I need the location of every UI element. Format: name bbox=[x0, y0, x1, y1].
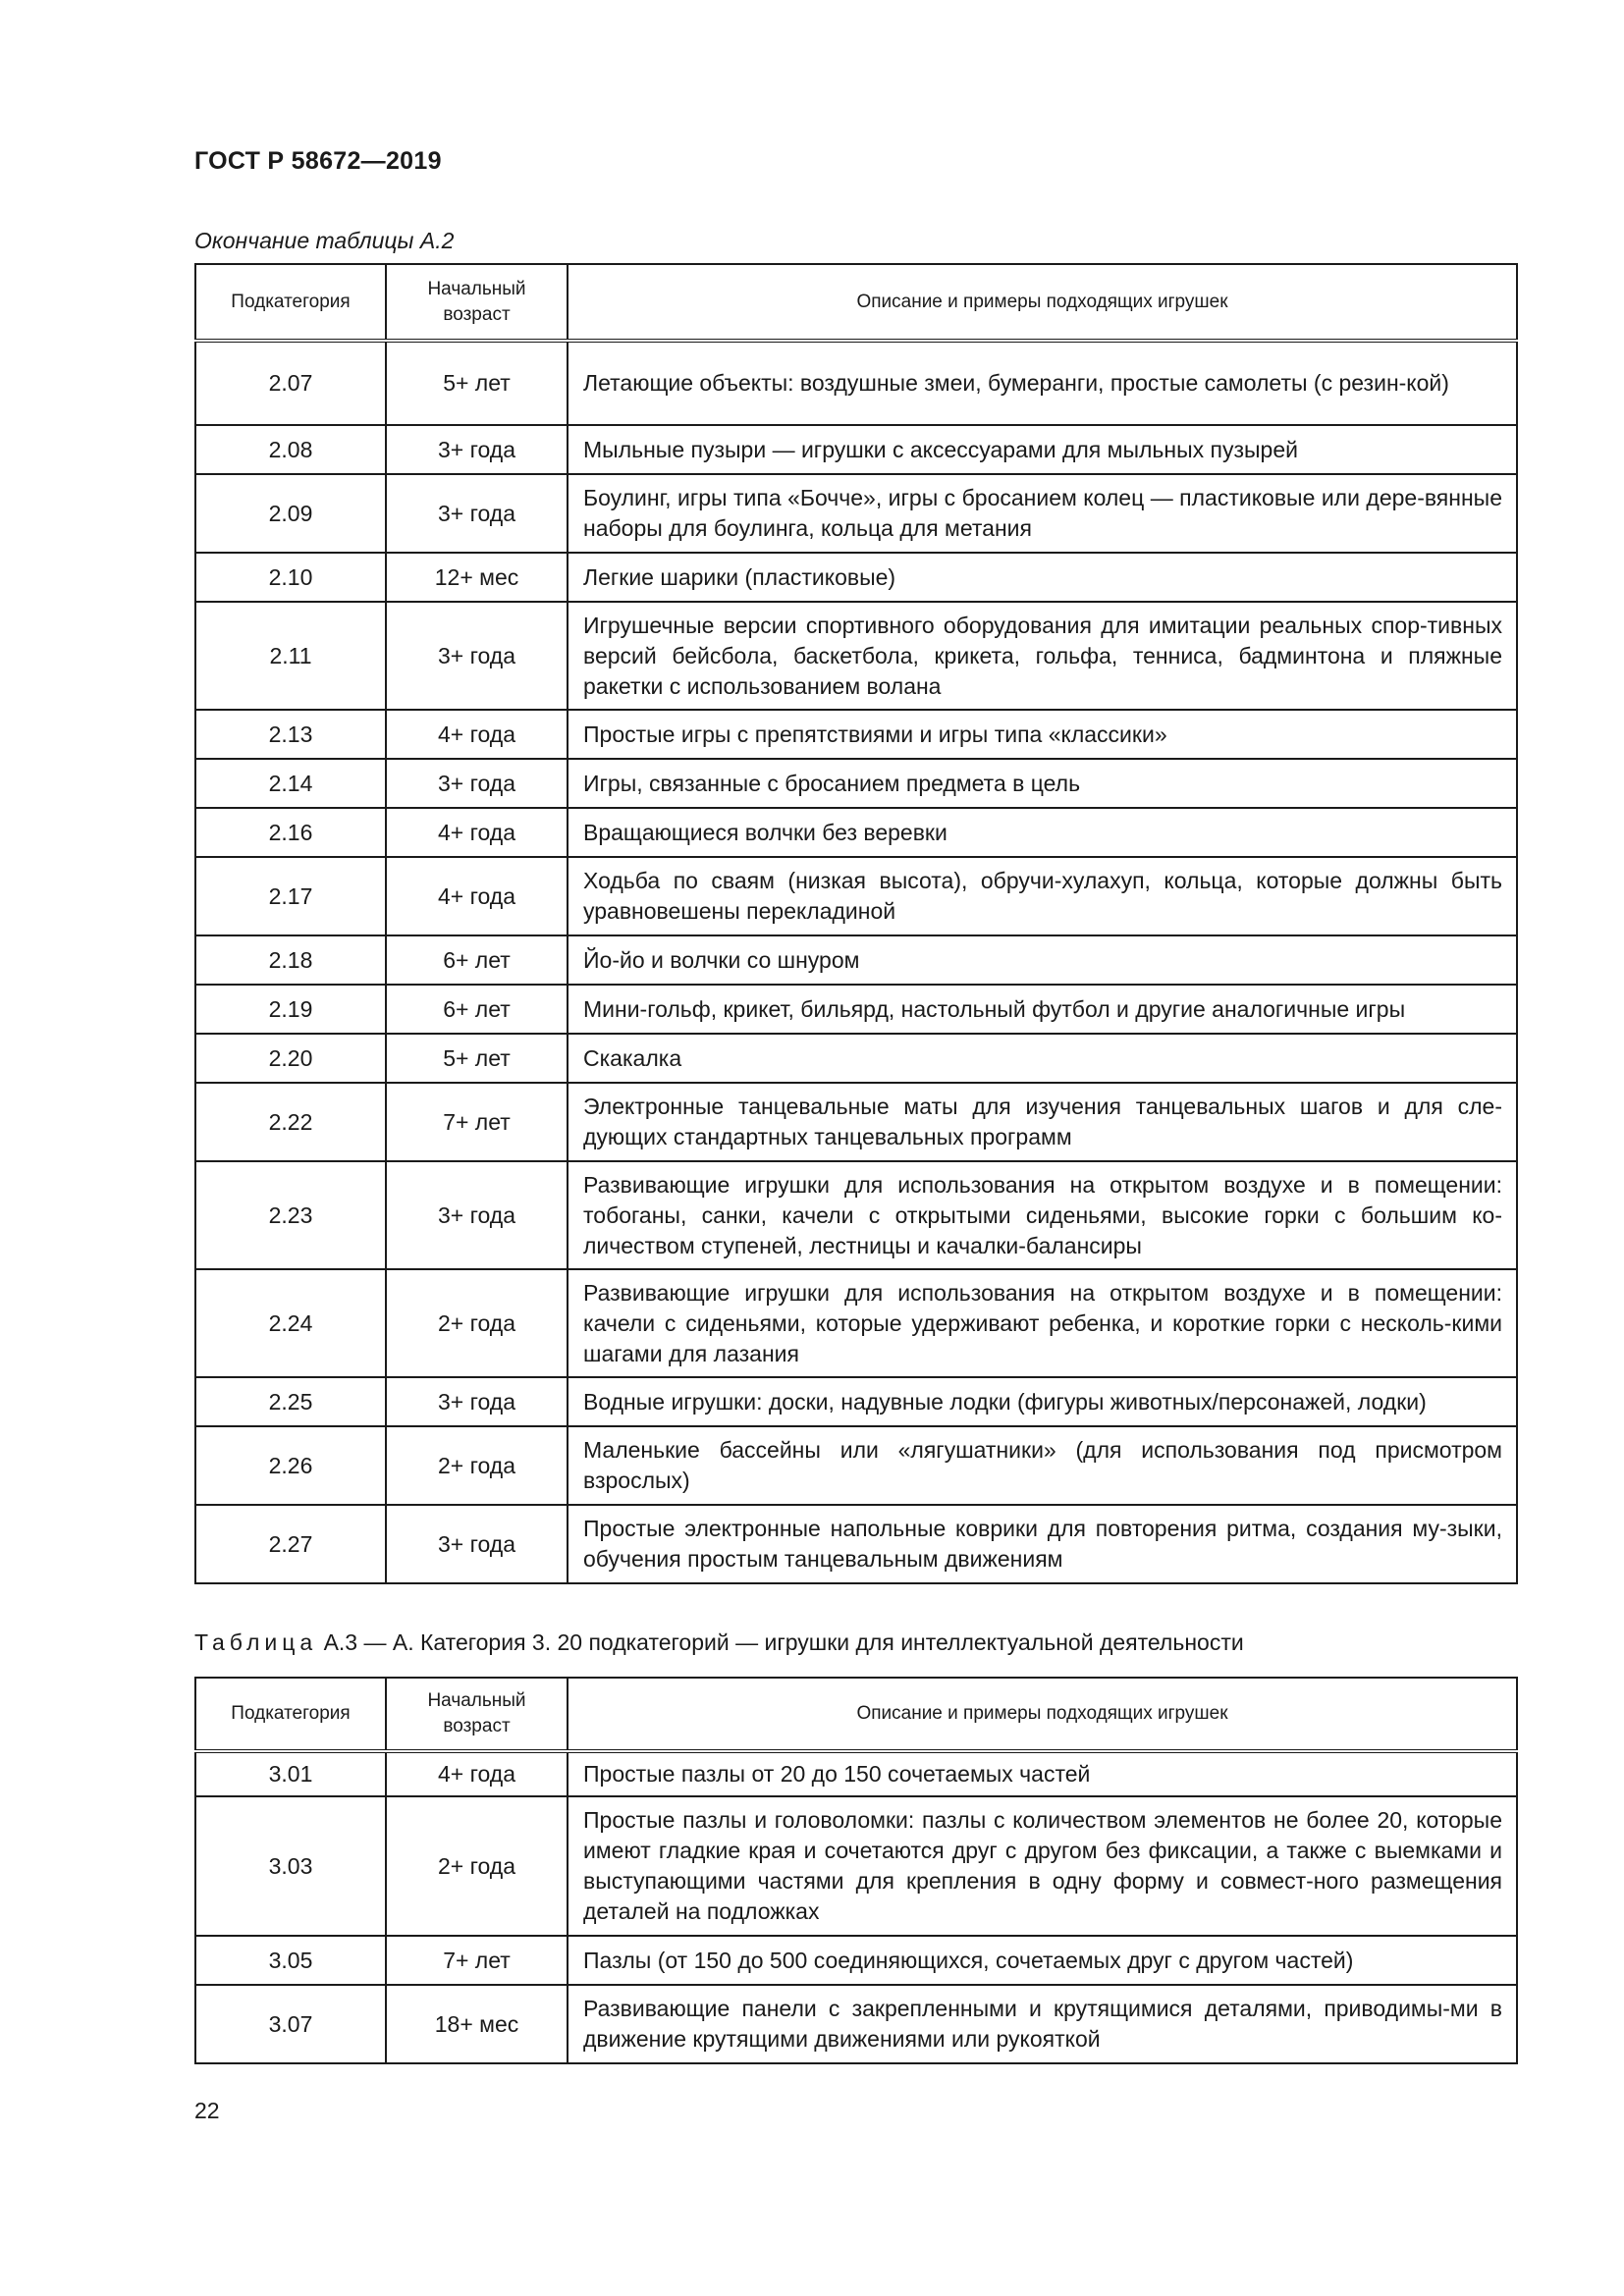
column-header-subcategory: Подкатегория bbox=[195, 264, 386, 341]
start-age: 3+ года bbox=[386, 1161, 568, 1269]
toy-description: Игры, связанные с бросанием предмета в цель bbox=[568, 759, 1517, 808]
table-a3 bbox=[194, 1677, 1518, 2064]
table-a2-header-row bbox=[195, 264, 1517, 341]
table-row bbox=[195, 425, 1517, 474]
subcategory-code: 2.23 bbox=[195, 1161, 386, 1269]
table-row bbox=[195, 710, 1517, 759]
table-row bbox=[195, 602, 1517, 710]
toy-description: Вращающиеся волчки без веревки bbox=[568, 808, 1517, 857]
subcategory-code: 2.17 bbox=[195, 857, 386, 935]
toy-description: Развивающие игрушки для использования на открытом воздухе и в помещении: тобоганы, санки, качели с открытыми сиденьями, высокие горки с большим ко-личеством ступеней, лестницы и качалки-балансиры bbox=[568, 1161, 1517, 1269]
toy-description: Развивающие панели с закрепленными и крутящимися деталями, приводимы-ми в движение крутящими движениями или рукояткой bbox=[568, 1985, 1517, 2063]
column-header-subcategory: Подкатегория bbox=[195, 1678, 386, 1751]
table-row bbox=[195, 1377, 1517, 1426]
subcategory-code: 2.20 bbox=[195, 1034, 386, 1083]
table-row bbox=[195, 935, 1517, 985]
start-age: 4+ года bbox=[386, 1751, 568, 1796]
toy-description: Маленькие бассейны или «лягушатники» (для использования под присмотром взрослых) bbox=[568, 1426, 1517, 1505]
start-age: 3+ года bbox=[386, 1505, 568, 1583]
subcategory-code: 2.25 bbox=[195, 1377, 386, 1426]
table-row bbox=[195, 553, 1517, 602]
start-age: 2+ года bbox=[386, 1269, 568, 1377]
subcategory-code: 2.08 bbox=[195, 425, 386, 474]
table-row bbox=[195, 1985, 1517, 2063]
table-row bbox=[195, 1426, 1517, 1505]
table-row bbox=[195, 857, 1517, 935]
table-row bbox=[195, 474, 1517, 553]
toy-description: Простые пазлы от 20 до 150 сочетаемых частей bbox=[568, 1751, 1517, 1796]
toy-description: Водные игрушки: доски, надувные лодки (фигуры животных/персонажей, лодки) bbox=[568, 1377, 1517, 1426]
toy-description: Ходьба по сваям (низкая высота), обручи-хулахуп, кольца, которые должны быть уравновешены перекладиной bbox=[568, 857, 1517, 935]
subcategory-code: 2.27 bbox=[195, 1505, 386, 1583]
start-age: 2+ года bbox=[386, 1796, 568, 1936]
subcategory-code: 2.07 bbox=[195, 341, 386, 425]
start-age: 6+ лет bbox=[386, 935, 568, 985]
toy-description: Летающие объекты: воздушные змеи, бумеранги, простые самолеты (с резин-кой) bbox=[568, 341, 1517, 425]
toy-description: Развивающие игрушки для использования на открытом воздухе и в помещении: качели с сиденьями, которые удерживают ребенка, и короткие горки с несколь-кими шагами для лазания bbox=[568, 1269, 1517, 1377]
table-a3-caption bbox=[194, 1629, 1244, 1656]
table-row bbox=[195, 1751, 1517, 1796]
subcategory-code: 2.11 bbox=[195, 602, 386, 710]
column-header-description: Описание и примеры подходящих игрушек bbox=[568, 1678, 1517, 1751]
start-age: 7+ лет bbox=[386, 1083, 568, 1161]
subcategory-code: 2.09 bbox=[195, 474, 386, 553]
toy-description: Мини-гольф, крикет, бильярд, настольный футбол и другие аналогичные игры bbox=[568, 985, 1517, 1034]
column-header-start-age: Начальный возраст bbox=[386, 1678, 568, 1751]
table-row bbox=[195, 759, 1517, 808]
subcategory-code: 3.05 bbox=[195, 1936, 386, 1985]
toy-description: Электронные танцевальные маты для изучения танцевальных шагов и для сле-дующих стандартных танцевальных программ bbox=[568, 1083, 1517, 1161]
start-age: 5+ лет bbox=[386, 341, 568, 425]
start-age: 6+ лет bbox=[386, 985, 568, 1034]
toy-description: Простые пазлы и головоломки: пазлы с количеством элементов не более 20, которые имеют гладкие края и сочетаются друг с другом без фиксации, а также с выемками и выступающими частями для крепления в одну форму и совмест-ного размещения деталей на подложках bbox=[568, 1796, 1517, 1936]
table-row bbox=[195, 1161, 1517, 1269]
subcategory-code: 2.22 bbox=[195, 1083, 386, 1161]
toy-description: Легкие шарики (пластиковые) bbox=[568, 553, 1517, 602]
start-age: 4+ года bbox=[386, 710, 568, 759]
toy-description: Простые игры с препятствиями и игры типа «классики» bbox=[568, 710, 1517, 759]
subcategory-code: 3.01 bbox=[195, 1751, 386, 1796]
table-row bbox=[195, 1083, 1517, 1161]
table-row bbox=[195, 1796, 1517, 1936]
start-age: 4+ года bbox=[386, 857, 568, 935]
toy-description: Пазлы (от 150 до 500 соединяющихся, сочетаемых друг с другом частей) bbox=[568, 1936, 1517, 1985]
subcategory-code: 2.26 bbox=[195, 1426, 386, 1505]
table-a3-caption-title: А.3 — А. Категория 3. 20 подкатегорий — игрушки для интеллектуальной деятельности bbox=[317, 1629, 1244, 1655]
page-number: 22 bbox=[194, 2098, 220, 2123]
toy-description: Йо-йо и волчки со шнуром bbox=[568, 935, 1517, 985]
table-row bbox=[195, 808, 1517, 857]
toy-description: Боулинг, игры типа «Бочче», игры с бросанием колец — пластиковые или дере-вянные наборы для боулинга, кольца для метания bbox=[568, 474, 1517, 553]
document-header: ГОСТ Р 58672—2019 bbox=[194, 147, 442, 175]
column-header-start-age: Начальный возраст bbox=[386, 264, 568, 341]
subcategory-code: 2.19 bbox=[195, 985, 386, 1034]
start-age: 3+ года bbox=[386, 602, 568, 710]
table-a3-caption-prefix: Таблица bbox=[194, 1629, 318, 1655]
start-age: 3+ года bbox=[386, 759, 568, 808]
subcategory-code: 2.13 bbox=[195, 710, 386, 759]
start-age: 4+ года bbox=[386, 808, 568, 857]
start-age: 12+ мес bbox=[386, 553, 568, 602]
toy-description: Игрушечные версии спортивного оборудования для имитации реальных спор-тивных версий бейсбола, баскетбола, крикета, гольфа, тенниса, бадминтона и пляжные ракетки с использованием волана bbox=[568, 602, 1517, 710]
toy-description: Скакалка bbox=[568, 1034, 1517, 1083]
subcategory-code: 3.07 bbox=[195, 1985, 386, 2063]
subcategory-code: 2.18 bbox=[195, 935, 386, 985]
start-age: 3+ года bbox=[386, 425, 568, 474]
toy-description: Мыльные пузыри — игрушки с аксессуарами для мыльных пузырей bbox=[568, 425, 1517, 474]
table-row bbox=[195, 341, 1517, 425]
start-age: 18+ мес bbox=[386, 1985, 568, 2063]
subcategory-code: 2.24 bbox=[195, 1269, 386, 1377]
subcategory-code: 2.16 bbox=[195, 808, 386, 857]
table-row bbox=[195, 1505, 1517, 1583]
start-age: 3+ года bbox=[386, 474, 568, 553]
subcategory-code: 3.03 bbox=[195, 1796, 386, 1936]
start-age: 7+ лет bbox=[386, 1936, 568, 1985]
table-row bbox=[195, 1936, 1517, 1985]
start-age: 3+ года bbox=[386, 1377, 568, 1426]
subcategory-code: 2.10 bbox=[195, 553, 386, 602]
subcategory-code: 2.14 bbox=[195, 759, 386, 808]
table-row bbox=[195, 1269, 1517, 1377]
column-header-description: Описание и примеры подходящих игрушек bbox=[568, 264, 1517, 341]
start-age: 2+ года bbox=[386, 1426, 568, 1505]
table-a3-header-row bbox=[195, 1678, 1517, 1751]
table-row bbox=[195, 1034, 1517, 1083]
table-row bbox=[195, 985, 1517, 1034]
table-a2-caption: Окончание таблицы А.2 bbox=[194, 228, 455, 253]
table-a2 bbox=[194, 263, 1518, 1584]
toy-description: Простые электронные напольные коврики для повторения ритма, создания му-зыки, обучения простым танцевальным движениям bbox=[568, 1505, 1517, 1583]
start-age: 5+ лет bbox=[386, 1034, 568, 1083]
